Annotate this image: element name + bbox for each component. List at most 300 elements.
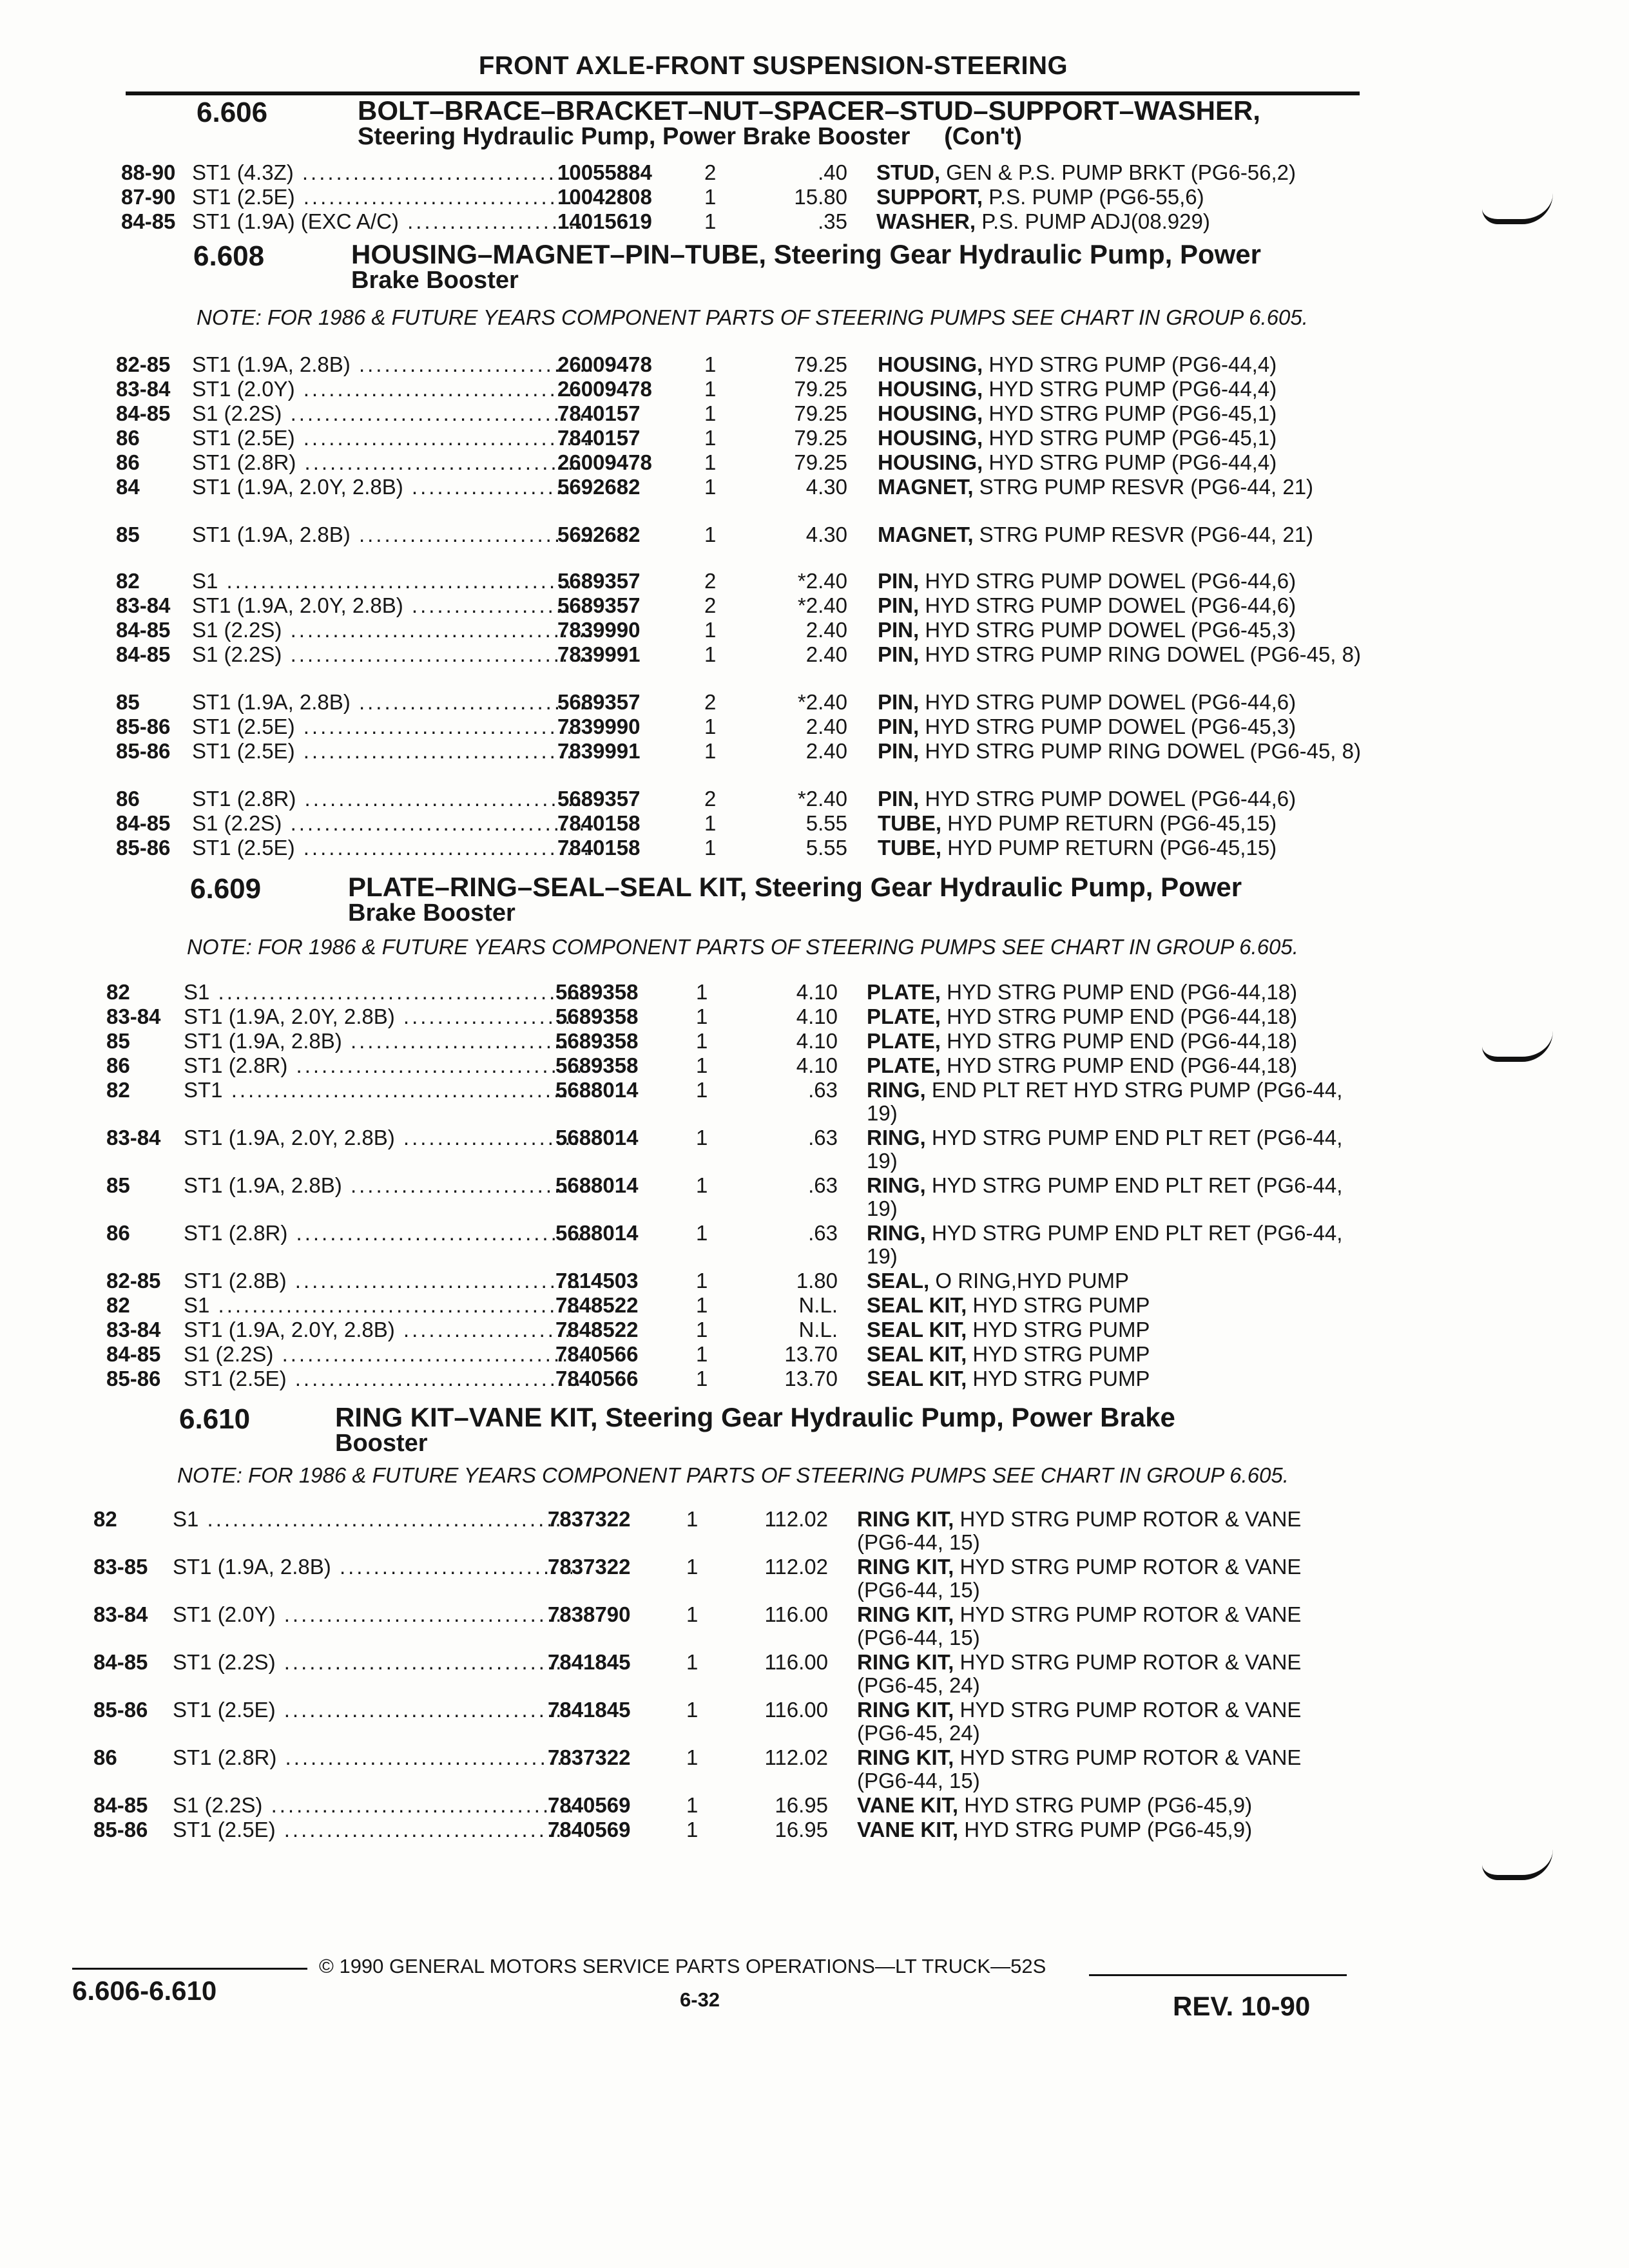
part-name: PIN,	[878, 739, 925, 763]
row-description	[857, 1555, 1360, 1602]
row-application: ST1 (1.9A, 2.0Y, 2.8B) .....	[184, 1005, 583, 1028]
row-quantity: 1	[686, 1650, 699, 1674]
row-years: 86	[93, 1745, 117, 1769]
row-years: 84	[116, 475, 140, 499]
row-description	[876, 161, 1379, 184]
part-name: HOUSING,	[878, 377, 989, 401]
row-description	[878, 476, 1380, 499]
row-price: .63	[808, 1078, 838, 1102]
row-part-number: 7840158	[557, 836, 641, 860]
row-quantity: 1	[704, 401, 717, 425]
part-description: GEN & P.S. PUMP BRKT (PG6-56,2)	[946, 160, 1296, 184]
row-application: ST1 (2.5E) .....	[192, 836, 592, 860]
footer-rule-right	[1089, 1974, 1347, 1976]
row-quantity: 1	[696, 980, 708, 1004]
row-application: ST1 (1.9A, 2.0Y, 2.8B) .....	[184, 1318, 583, 1341]
section-note: NOTE: FOR 1986 & FUTURE YEARS COMPONENT PARTS OF STEERING PUMPS SEE CHART IN GROUP 6.605.	[187, 935, 1298, 959]
row-years: 85-86	[93, 1818, 148, 1841]
row-part-number: 5689358	[555, 1004, 639, 1028]
row-years: 84-85	[116, 642, 171, 666]
row-quantity: 1	[696, 1221, 708, 1245]
row-part-number: 5689357	[557, 569, 641, 593]
part-description: HYD STRG PUMP ROTOR & VANE (PG6-45, 24)	[857, 1650, 1302, 1697]
footer-copyright: © 1990 GENERAL MOTORS SERVICE PARTS OPERATIONS—LT TRUCK—52S	[319, 1955, 1046, 1977]
row-part-number: 26009478	[557, 352, 652, 376]
part-description: STRG PUMP RESVR (PG6-44, 21)	[979, 523, 1314, 546]
row-description	[867, 1222, 1369, 1268]
part-description: END PLT RET HYD STRG PUMP (PG6-44, 19)	[867, 1078, 1343, 1125]
row-part-number: 7840566	[555, 1342, 639, 1366]
row-application: S1 .....	[173, 1508, 572, 1531]
part-description: HYD STRG PUMP (PG6-45,9)	[964, 1793, 1253, 1817]
row-quantity: 2	[704, 787, 717, 811]
part-description: P.S. PUMP ADJ(08.929)	[981, 209, 1210, 233]
row-application: ST1 (1.9A, 2.0Y, 2.8B) .....	[192, 594, 592, 617]
row-part-number: 7840157	[557, 401, 641, 425]
row-price: 15.80	[794, 185, 847, 209]
row-quantity: 1	[696, 1342, 708, 1366]
part-name: RING,	[867, 1078, 932, 1102]
row-description	[867, 1030, 1369, 1053]
row-description	[857, 1746, 1360, 1792]
row-part-number: 5689358	[555, 1029, 639, 1053]
row-years: 84-85	[106, 1342, 161, 1366]
row-quantity: 2	[704, 160, 717, 184]
row-years: 83-84	[116, 377, 171, 401]
row-part-number: 5689357	[557, 690, 641, 714]
row-application: ST1 .....	[184, 1079, 583, 1102]
row-application: ST1 (1.9A, 2.8B) .....	[173, 1555, 572, 1579]
row-description	[857, 1698, 1360, 1745]
section-title-line: RING KIT–VANE KIT, Steering Gear Hydraulic Pump, Power Brake	[335, 1402, 1175, 1432]
part-description: HYD STRG PUMP ROTOR & VANE (PG6-44, 15)	[857, 1745, 1302, 1792]
row-quantity: 2	[704, 593, 717, 617]
row-years: 84-85	[93, 1650, 148, 1674]
row-description	[867, 1126, 1369, 1173]
row-price: .63	[808, 1173, 838, 1197]
row-price: 79.25	[794, 450, 847, 474]
row-quantity: 1	[686, 1745, 699, 1769]
row-quantity: 1	[704, 811, 717, 835]
part-name: VANE KIT,	[857, 1818, 965, 1841]
row-part-number: 5688014	[555, 1173, 639, 1197]
row-years: 83-84	[106, 1004, 161, 1028]
row-part-number: 7839991	[557, 739, 641, 763]
part-name: RING KIT,	[857, 1507, 960, 1531]
footer-revision: REV. 10-90	[1173, 1991, 1311, 2021]
row-price: *2.40	[797, 569, 847, 593]
row-description	[867, 1318, 1369, 1341]
row-price: .63	[808, 1126, 838, 1149]
row-price: 2.40	[805, 739, 847, 763]
part-description: HYD STRG PUMP (PG6-45,9)	[964, 1818, 1253, 1841]
row-description	[878, 451, 1380, 474]
row-part-number: 7839990	[557, 618, 641, 642]
part-description: HYD STRG PUMP END (PG6-44,18)	[947, 980, 1298, 1004]
row-application: ST1 (2.0Y) .....	[192, 378, 592, 401]
row-part-number: 14015619	[557, 209, 652, 233]
row-quantity: 1	[704, 523, 717, 546]
part-description: HYD PUMP RETURN (PG6-45,15)	[947, 836, 1277, 860]
row-application: S1 .....	[192, 570, 592, 593]
section-title	[351, 239, 1369, 294]
part-name: TUBE,	[878, 836, 948, 860]
row-application: ST1 (2.5E) .....	[192, 740, 592, 763]
row-part-number: 7814503	[555, 1269, 639, 1293]
row-application: ST1 (2.5E) .....	[192, 186, 592, 209]
row-price: 13.70	[784, 1367, 838, 1390]
row-quantity: 1	[704, 836, 717, 860]
row-part-number: 5689358	[555, 1053, 639, 1077]
row-description	[876, 186, 1379, 209]
row-quantity: 1	[704, 475, 717, 499]
row-part-number: 7839991	[557, 642, 641, 666]
row-years: 87-90	[121, 185, 176, 209]
part-description: HYD STRG PUMP END (PG6-44,18)	[947, 1029, 1298, 1053]
row-description	[878, 523, 1380, 546]
row-description	[867, 1054, 1369, 1077]
row-application: S1 (2.2S) .....	[192, 402, 592, 425]
part-description: HYD STRG PUMP END (PG6-44,18)	[947, 1004, 1298, 1028]
row-years: 86	[106, 1053, 130, 1077]
row-quantity: 1	[704, 618, 717, 642]
row-description	[878, 594, 1380, 617]
row-description	[867, 981, 1369, 1004]
row-years: 82	[106, 980, 130, 1004]
row-quantity: 1	[686, 1507, 699, 1531]
row-description	[878, 353, 1380, 376]
row-price: 79.25	[794, 352, 847, 376]
row-part-number: 7840569	[548, 1793, 631, 1817]
row-description	[878, 427, 1380, 450]
part-name: PLATE,	[867, 980, 947, 1004]
row-quantity: 1	[686, 1555, 699, 1579]
row-description	[878, 812, 1380, 835]
part-description: HYD STRG PUMP RING DOWEL (PG6-45, 8)	[925, 739, 1361, 763]
row-application: S1 (2.2S) .....	[192, 619, 592, 642]
part-description: HYD STRG PUMP ROTOR & VANE (PG6-45, 24)	[857, 1698, 1302, 1745]
row-quantity: 1	[704, 739, 717, 763]
part-description: HYD STRG PUMP	[972, 1318, 1150, 1341]
row-part-number: 7840158	[557, 811, 641, 835]
row-quantity: 1	[704, 450, 717, 474]
section-title-line: BOLT–BRACE–BRACKET–NUT–SPACER–STUD–SUPPORT–WASHER,	[358, 95, 1260, 126]
part-name: RING,	[867, 1126, 932, 1149]
row-years: 85	[106, 1029, 130, 1053]
row-years: 85	[106, 1173, 130, 1197]
row-quantity: 1	[696, 1053, 708, 1077]
part-description: HYD STRG PUMP DOWEL (PG6-44,6)	[925, 690, 1296, 714]
row-description	[867, 1079, 1369, 1125]
part-description: HYD STRG PUMP RING DOWEL (PG6-45, 8)	[925, 642, 1361, 666]
row-part-number: 7841845	[548, 1698, 631, 1722]
row-description	[867, 1005, 1369, 1028]
part-description: HYD STRG PUMP ROTOR & VANE (PG6-44, 15)	[857, 1507, 1302, 1554]
row-price: 79.25	[794, 377, 847, 401]
part-name: PIN,	[878, 642, 925, 666]
row-years: 84-85	[121, 209, 176, 233]
part-description: HYD STRG PUMP ROTOR & VANE (PG6-44, 15)	[857, 1555, 1302, 1602]
row-years: 88-90	[121, 160, 176, 184]
row-application: S1 .....	[184, 981, 583, 1004]
row-description	[878, 715, 1380, 738]
row-years: 84-85	[116, 811, 171, 835]
row-application: ST1 (4.3Z) .....	[192, 161, 592, 184]
row-description	[857, 1818, 1360, 1841]
part-name: PLATE,	[867, 1029, 947, 1053]
row-description	[867, 1367, 1369, 1390]
part-description: STRG PUMP RESVR (PG6-44, 21)	[979, 475, 1314, 499]
part-name: RING KIT,	[857, 1602, 960, 1626]
row-description	[878, 378, 1380, 401]
section-note: NOTE: FOR 1986 & FUTURE YEARS COMPONENT PARTS OF STEERING PUMPS SEE CHART IN GROUP 6.605.	[177, 1463, 1289, 1487]
row-part-number: 5689358	[555, 980, 639, 1004]
row-years: 82	[106, 1078, 130, 1102]
row-price: 1.80	[796, 1269, 838, 1293]
row-price: N.L.	[798, 1318, 838, 1341]
row-application: ST1 (2.8R) .....	[184, 1222, 583, 1245]
part-description: HYD PUMP RETURN (PG6-45,15)	[947, 811, 1277, 835]
row-price: 5.55	[805, 811, 847, 835]
row-part-number: 7837322	[548, 1745, 631, 1769]
row-part-number: 7841845	[548, 1650, 631, 1674]
row-price: 16.95	[775, 1793, 828, 1817]
row-application: ST1 (2.8R) .....	[173, 1746, 572, 1769]
part-name: HOUSING,	[878, 401, 989, 425]
part-description: HYD STRG PUMP	[972, 1342, 1150, 1366]
row-price: 5.55	[805, 836, 847, 860]
row-part-number: 5692682	[557, 475, 641, 499]
row-years: 83-84	[106, 1126, 161, 1149]
part-description: P.S. PUMP (PG6-55,6)	[988, 185, 1204, 209]
row-application: ST1 (1.9A, 2.8B) .....	[184, 1030, 583, 1053]
section-title-line: PLATE–RING–SEAL–SEAL KIT, Steering Gear Hydraulic Pump, Power	[348, 872, 1242, 902]
row-years: 83-84	[106, 1318, 161, 1341]
row-quantity: 1	[704, 352, 717, 376]
row-price: 112.02	[764, 1555, 828, 1579]
section-subtitle: Brake Booster	[348, 899, 516, 927]
row-application: ST1 (2.8R) .....	[184, 1054, 583, 1077]
row-part-number: 5688014	[555, 1078, 639, 1102]
part-name: HOUSING,	[878, 426, 989, 450]
row-part-number: 7840569	[548, 1818, 631, 1841]
part-name: RING KIT,	[857, 1745, 960, 1769]
row-part-number: 10042808	[557, 185, 652, 209]
row-quantity: 1	[704, 377, 717, 401]
row-quantity: 1	[696, 1004, 708, 1028]
part-description: HYD STRG PUMP DOWEL (PG6-45,3)	[925, 618, 1296, 642]
row-price: 4.10	[796, 1053, 838, 1077]
row-application: ST1 (2.8R) .....	[192, 787, 592, 811]
row-description	[867, 1343, 1369, 1366]
row-years: 85-86	[106, 1367, 161, 1390]
row-application: S1 .....	[184, 1294, 583, 1317]
part-name: PIN,	[878, 618, 925, 642]
punch-mark	[1482, 193, 1553, 224]
row-application: S1 (2.2S) .....	[173, 1794, 572, 1817]
row-quantity: 2	[704, 690, 717, 714]
row-part-number: 7848522	[555, 1318, 639, 1341]
row-part-number: 7837322	[548, 1555, 631, 1579]
row-quantity: 1	[696, 1293, 708, 1317]
row-years: 84-85	[116, 401, 171, 425]
row-years: 82	[93, 1507, 117, 1531]
row-description	[878, 836, 1380, 860]
row-price: 4.10	[796, 1029, 838, 1053]
section-title	[335, 1402, 1353, 1457]
part-description: HYD STRG PUMP DOWEL (PG6-44,6)	[925, 593, 1296, 617]
part-name: VANE KIT,	[857, 1793, 965, 1817]
row-quantity: 1	[686, 1818, 699, 1841]
section-number: 6.610	[179, 1403, 251, 1435]
row-description	[857, 1794, 1360, 1817]
row-part-number: 10055884	[557, 160, 652, 184]
page-header-title: FRONT AXLE-FRONT SUSPENSION-STEERING	[478, 52, 1068, 80]
row-quantity: 1	[686, 1602, 699, 1626]
row-price: 112.02	[764, 1507, 828, 1531]
row-quantity: 1	[696, 1126, 708, 1149]
row-application: ST1 (1.9A, 2.0Y, 2.8B) .....	[192, 476, 592, 499]
row-description	[878, 787, 1380, 811]
part-name: PLATE,	[867, 1004, 947, 1028]
row-description	[876, 210, 1379, 233]
row-price: *2.40	[797, 787, 847, 811]
row-description	[878, 740, 1380, 763]
row-application: ST1 (2.5E) .....	[173, 1818, 572, 1841]
part-name: TUBE,	[878, 811, 948, 835]
row-price: .40	[818, 160, 847, 184]
row-price: 2.40	[805, 642, 847, 666]
row-price: 13.70	[784, 1342, 838, 1366]
row-years: 86	[106, 1221, 130, 1245]
row-part-number: 7837322	[548, 1507, 631, 1531]
part-description: HYD STRG PUMP END PLT RET (PG6-44, 19)	[867, 1126, 1343, 1173]
row-part-number: 7839990	[557, 715, 641, 738]
row-years: 85	[116, 523, 140, 546]
row-price: *2.40	[797, 593, 847, 617]
footer-section-range: 6.606-6.610	[72, 1975, 217, 2006]
row-quantity: 1	[686, 1698, 699, 1722]
row-application: S1 (2.2S) .....	[192, 643, 592, 666]
part-description: HYD STRG PUMP	[972, 1367, 1150, 1390]
part-name: SEAL KIT,	[867, 1367, 973, 1390]
part-name: RING KIT,	[857, 1555, 960, 1579]
row-years: 82	[116, 569, 140, 593]
row-description	[867, 1174, 1369, 1220]
part-name: STUD,	[876, 160, 947, 184]
part-description: HYD STRG PUMP END PLT RET (PG6-44, 19)	[867, 1173, 1343, 1220]
row-description	[867, 1269, 1369, 1293]
punch-mark	[1482, 1031, 1553, 1062]
row-part-number: 26009478	[557, 377, 652, 401]
row-price: 79.25	[794, 426, 847, 450]
part-name: RING KIT,	[857, 1650, 960, 1674]
part-description: HYD STRG PUMP END (PG6-44,18)	[947, 1053, 1298, 1077]
section-number: 6.606	[197, 97, 268, 128]
row-years: 86	[116, 450, 140, 474]
row-quantity: 2	[704, 569, 717, 593]
row-application: ST1 (2.8R) .....	[192, 451, 592, 474]
row-part-number: 7838790	[548, 1602, 631, 1626]
part-name: RING KIT,	[857, 1698, 960, 1722]
row-quantity: 1	[696, 1367, 708, 1390]
section-title	[348, 874, 1366, 926]
part-name: SUPPORT,	[876, 185, 989, 209]
row-part-number: 7848522	[555, 1293, 639, 1317]
row-years: 85-86	[93, 1698, 148, 1722]
row-price: 116.00	[764, 1650, 828, 1674]
part-name: HOUSING,	[878, 450, 989, 474]
part-name: SEAL KIT,	[867, 1342, 973, 1366]
row-price: 116.00	[764, 1698, 828, 1722]
row-quantity: 1	[696, 1078, 708, 1102]
row-part-number: 26009478	[557, 450, 652, 474]
row-years: 84-85	[116, 618, 171, 642]
row-price: 4.10	[796, 1004, 838, 1028]
row-description	[857, 1651, 1360, 1697]
row-quantity: 1	[704, 715, 717, 738]
row-description	[878, 643, 1380, 666]
row-part-number: 5689357	[557, 787, 641, 811]
row-years: 86	[116, 787, 140, 811]
row-part-number: 5688014	[555, 1126, 639, 1149]
row-quantity: 1	[696, 1173, 708, 1197]
row-application: ST1 (1.9A, 2.8B) .....	[192, 353, 592, 376]
row-price: .63	[808, 1221, 838, 1245]
row-application: ST1 (2.5E) .....	[184, 1367, 583, 1390]
row-years: 83-84	[93, 1602, 148, 1626]
row-application: ST1 (2.8B) .....	[184, 1269, 583, 1293]
row-application: ST1 (2.0Y) .....	[173, 1603, 572, 1626]
row-quantity: 1	[696, 1029, 708, 1053]
section-number: 6.608	[193, 240, 265, 272]
row-price: 4.30	[805, 523, 847, 546]
row-description	[857, 1603, 1360, 1649]
part-description: HYD STRG PUMP (PG6-45,1)	[988, 426, 1277, 450]
row-quantity: 1	[696, 1269, 708, 1293]
row-application: ST1 (2.2S) .....	[173, 1651, 572, 1674]
row-price: 116.00	[764, 1602, 828, 1626]
row-years: 83-84	[116, 593, 171, 617]
section-title-line: HOUSING–MAGNET–PIN–TUBE, Steering Gear Hydraulic Pump, Power	[351, 239, 1261, 269]
row-years: 82-85	[116, 352, 171, 376]
row-description	[878, 570, 1380, 593]
row-description	[878, 402, 1380, 425]
part-name: SEAL KIT,	[867, 1293, 973, 1317]
part-description: HYD STRG PUMP END PLT RET (PG6-44, 19)	[867, 1221, 1343, 1268]
row-years: 85	[116, 690, 140, 714]
part-name: WASHER,	[876, 209, 982, 233]
row-years: 85-86	[116, 739, 171, 763]
part-name: PLATE,	[867, 1053, 947, 1077]
footer-page-number: 6-32	[680, 1988, 720, 2011]
punch-mark	[1482, 1849, 1553, 1880]
row-description	[878, 619, 1380, 642]
part-name: MAGNET,	[878, 475, 979, 499]
row-price: 2.40	[805, 715, 847, 738]
row-part-number: 5688014	[555, 1221, 639, 1245]
part-name: PIN,	[878, 593, 925, 617]
part-description: HYD STRG PUMP DOWEL (PG6-45,3)	[925, 715, 1296, 738]
part-description: HYD STRG PUMP DOWEL (PG6-44,6)	[925, 569, 1296, 593]
part-description: HYD STRG PUMP (PG6-45,1)	[988, 401, 1277, 425]
row-quantity: 1	[704, 185, 717, 209]
part-description: HYD STRG PUMP (PG6-44,4)	[988, 352, 1277, 376]
row-price: 2.40	[805, 618, 847, 642]
row-quantity: 1	[696, 1318, 708, 1341]
part-name: PIN,	[878, 787, 925, 811]
row-price: 4.10	[796, 980, 838, 1004]
